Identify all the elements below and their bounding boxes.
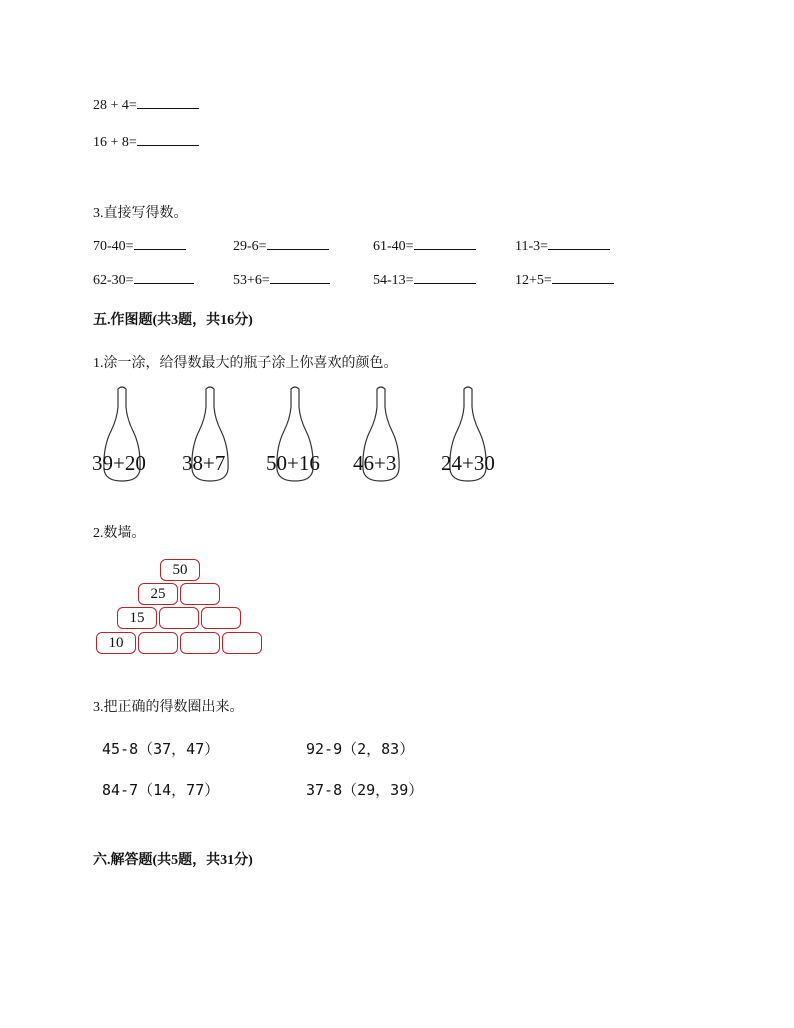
circle-item[interactable]: 92-9（2，83） <box>306 740 415 758</box>
wall-brick-empty[interactable] <box>159 607 199 629</box>
wall-brick-empty[interactable] <box>222 632 262 654</box>
wall-brick-empty[interactable] <box>201 607 241 629</box>
calc-item <box>93 237 186 255</box>
answer-blank[interactable] <box>137 96 199 109</box>
answer-blank[interactable] <box>134 271 194 284</box>
wall-brick: 15 <box>117 607 157 629</box>
bottle-label: 39+20 <box>92 451 146 475</box>
calc-item <box>373 271 476 289</box>
bottle-label: 24+30 <box>441 451 495 475</box>
answer-blank[interactable] <box>414 237 476 250</box>
calc-text: 61-40= <box>373 239 414 254</box>
calc-text: 29-6= <box>233 239 267 254</box>
section-title: 六.解答题(共5题，共31分) <box>93 853 253 868</box>
bottle-label: 50+16 <box>266 451 320 475</box>
answer-blank[interactable] <box>137 133 199 146</box>
equation-text: 28 + 4= <box>93 98 137 113</box>
calc-item <box>515 271 614 289</box>
calc-item <box>373 237 476 255</box>
calc-text: 54-13= <box>373 273 414 288</box>
equation-text: 16 + 8= <box>93 135 137 150</box>
circle-item[interactable]: 37-8（29，39） <box>306 781 424 799</box>
wall-brick: 10 <box>96 632 136 654</box>
wall-brick-empty[interactable] <box>180 632 220 654</box>
calc-text: 12+5= <box>515 273 552 288</box>
wall-brick-empty[interactable] <box>138 632 178 654</box>
answer-blank[interactable] <box>552 271 614 284</box>
calc-item <box>93 271 194 289</box>
question-title: 3.直接写得数。 <box>93 206 188 221</box>
question-title: 1.涂一涂，给得数最大的瓶子涂上你喜欢的颜色。 <box>93 356 398 371</box>
calc-item <box>515 237 610 255</box>
calc-item <box>233 271 330 289</box>
answer-blank[interactable] <box>270 271 330 284</box>
wall-brick-empty[interactable] <box>180 583 220 605</box>
section-title: 五.作图题(共3题，共16分) <box>93 313 253 328</box>
bottle-label: 38+7 <box>182 451 226 475</box>
equation-line <box>93 133 199 151</box>
answer-blank[interactable] <box>134 237 186 250</box>
answer-blank[interactable] <box>414 271 476 284</box>
answer-blank[interactable] <box>548 237 610 250</box>
question-title: 2.数墙。 <box>93 526 146 541</box>
wall-brick: 25 <box>138 583 178 605</box>
bottle-label: 46+3 <box>353 451 397 475</box>
calc-text: 11-3= <box>515 239 549 254</box>
calc-text: 62-30= <box>93 273 134 288</box>
calc-text: 53+6= <box>233 273 270 288</box>
question-title: 3.把正确的得数圈出来。 <box>93 700 244 715</box>
equation-line <box>93 96 199 114</box>
answer-blank[interactable] <box>267 237 329 250</box>
wall-brick: 50 <box>160 559 200 581</box>
circle-item[interactable]: 84-7（14，77） <box>102 781 220 799</box>
calc-item <box>233 237 329 255</box>
calc-text: 70-40= <box>93 239 134 254</box>
circle-item[interactable]: 45-8（37，47） <box>102 740 220 758</box>
